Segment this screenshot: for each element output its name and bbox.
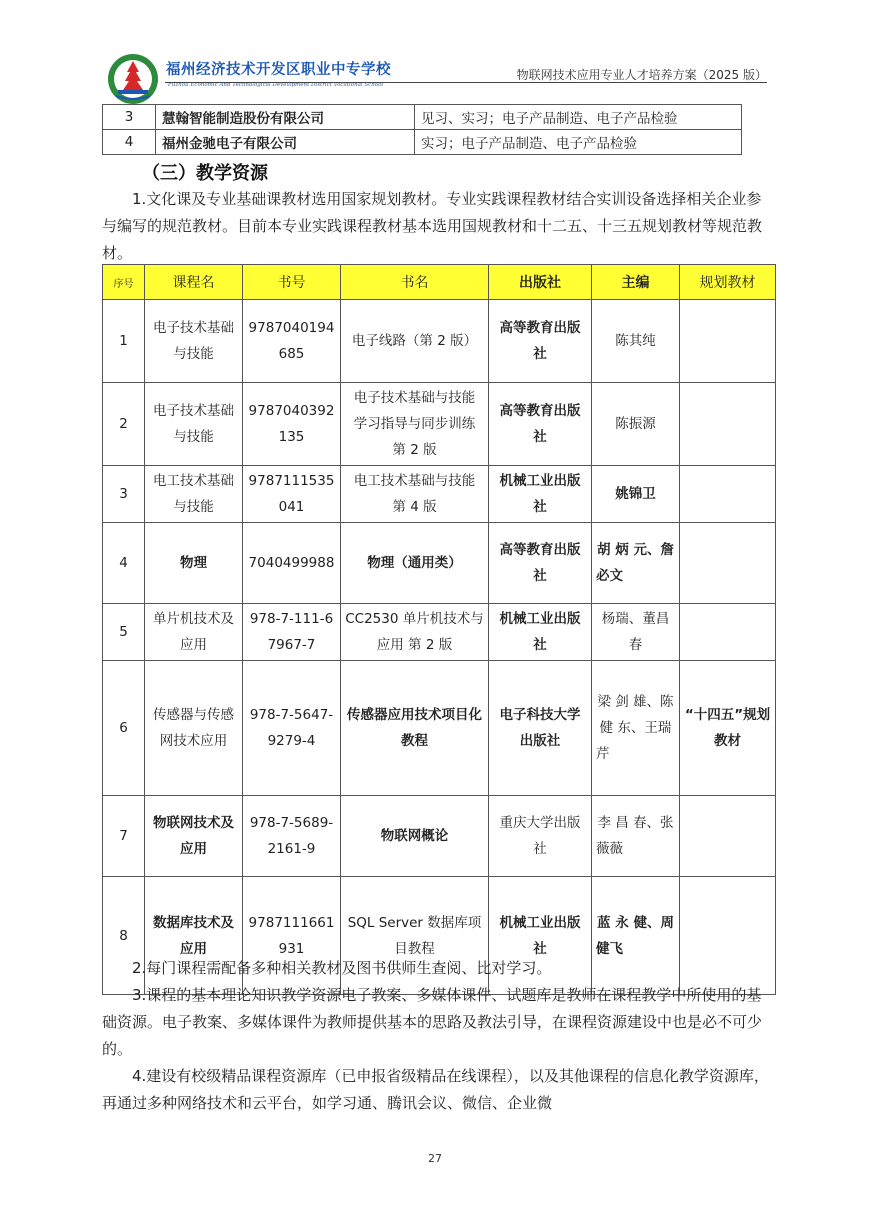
cell-publisher: 高等教育出版社 — [489, 523, 592, 604]
column-header: 出版社 — [489, 265, 592, 300]
cell-isbn: 9787040194685 — [243, 300, 341, 383]
header-divider — [165, 82, 767, 83]
cell-isbn: 9787111661931 — [243, 877, 341, 995]
table-row — [103, 604, 776, 661]
cell-isbn: 978-7-111-67967-7 — [243, 604, 341, 661]
table-row — [103, 661, 776, 796]
cell-number: 4 — [103, 523, 145, 604]
enterprise-table — [102, 104, 742, 155]
cell-title: 电工技术基础与技能 第 4 版 — [341, 466, 489, 523]
cell-number: 1 — [103, 300, 145, 383]
cell-title: CC2530 单片机技术与应用 第 2 版 — [341, 604, 489, 661]
cell-publisher: 机械工业出版社 — [489, 604, 592, 661]
cell-editor: 胡 炳 元、詹必文 — [592, 523, 680, 604]
cell-number: 2 — [103, 383, 145, 466]
cell-editor: 李 昌 春、张薇薇 — [592, 796, 680, 877]
cell-course: 电工技术基础与技能 — [145, 466, 243, 523]
column-header: 规划教材 — [680, 265, 776, 300]
table-row — [103, 523, 776, 604]
cell-plan: “十四五”规划教材 — [680, 661, 776, 796]
cell-title: 电子线路（第 2 版） — [341, 300, 489, 383]
cell-number: 5 — [103, 604, 145, 661]
paragraph-4: 4.建设有校级精品课程资源库（已申报省级精品在线课程），以及其他课程的信息化教学资源库，再通过多种网络技术和云平台，如学习通、腾讯会议、微信、企业微 — [102, 1067, 769, 1112]
cell-plan — [680, 796, 776, 877]
cell-publisher: 机械工业出版社 — [489, 877, 592, 995]
cell-plan — [680, 604, 776, 661]
table-header-row — [103, 265, 776, 300]
cell-number: 3 — [103, 466, 145, 523]
page-number: 27 — [428, 1152, 442, 1165]
table-row — [103, 105, 742, 130]
page-header — [0, 0, 870, 100]
column-header: 序号 — [103, 265, 145, 300]
cooperation-content: 实习；电子产品制造、电子产品检验 — [415, 130, 742, 155]
cell-publisher: 高等教育出版社 — [489, 300, 592, 383]
cell-number: 7 — [103, 796, 145, 877]
cell-isbn: 978-7-5689-2161-9 — [243, 796, 341, 877]
company-name: 慧翰智能制造股份有限公司 — [156, 105, 415, 130]
cell-title: 传感器应用技术项目化教程 — [341, 661, 489, 796]
school-name-cn: 福州经济技术开发区职业中专学校 — [166, 62, 391, 78]
table-row — [103, 130, 742, 155]
table-row — [103, 796, 776, 877]
cell-publisher: 电子科技大学出版社 — [489, 661, 592, 796]
cell-title: 物理（通用类） — [341, 523, 489, 604]
cell-editor: 蓝 永 健、周健飞 — [592, 877, 680, 995]
cell-plan — [680, 300, 776, 383]
column-header: 课程名 — [145, 265, 243, 300]
cell-editor: 陈振源 — [592, 383, 680, 466]
paragraph-3: 3.课程的基本理论知识教学资源电子教案、多媒体课件、试题库是教师在课程教学中所使用的基础资源。电子教案、多媒体课件为教师提供基本的思路及教法引导，在课程资源建设中也是必不可少的。 — [102, 986, 763, 1058]
cell-title: 物联网概论 — [341, 796, 489, 877]
column-header: 书名 — [341, 265, 489, 300]
row-number: 4 — [103, 130, 156, 155]
cell-course: 数据库技术及应用 — [145, 877, 243, 995]
cell-editor: 陈其纯 — [592, 300, 680, 383]
table-row — [103, 383, 776, 466]
document-title: 物联网技术应用专业人才培养方案（2025 版） — [516, 68, 767, 82]
cell-publisher: 机械工业出版社 — [489, 466, 592, 523]
cell-publisher: 重庆大学出版社 — [489, 796, 592, 877]
cell-number: 6 — [103, 661, 145, 796]
cell-course: 单片机技术及应用 — [145, 604, 243, 661]
cell-plan — [680, 466, 776, 523]
cell-isbn: 9787111535041 — [243, 466, 341, 523]
cell-course: 物联网技术及应用 — [145, 796, 243, 877]
cell-course: 物理 — [145, 523, 243, 604]
school-name-en: Fuzhou Economic And Technological Development District Vocational School — [168, 82, 384, 88]
column-header: 书号 — [243, 265, 341, 300]
paragraph-1: 1.文化课及专业基础课教材选用国家规划教材。专业实践课程教材结合实训设备选择相关企业参与编写的规范教材。目前本专业实践课程教材基本选用国规教材和十二五、十三五规划教材等规范教材。 — [102, 190, 763, 262]
table-row — [103, 300, 776, 383]
cell-editor: 杨瑞、董昌春 — [592, 604, 680, 661]
cell-plan — [680, 523, 776, 604]
cell-isbn: 9787040392135 — [243, 383, 341, 466]
column-header: 主编 — [592, 265, 680, 300]
section-title: （三）教学资源 — [142, 163, 268, 184]
cell-number: 8 — [103, 877, 145, 995]
cell-course: 传感器与传感网技术应用 — [145, 661, 243, 796]
cell-publisher: 高等教育出版社 — [489, 383, 592, 466]
cell-course: 电子技术基础与技能 — [145, 383, 243, 466]
cell-editor: 姚锦卫 — [592, 466, 680, 523]
textbook-table — [102, 264, 776, 995]
school-emblem-icon — [106, 52, 160, 106]
paragraph-2: 2.每门课程需配备多种相关教材及图书供师生查阅、比对学习。 — [132, 959, 552, 977]
cell-isbn: 978-7-5647-9279-4 — [243, 661, 341, 796]
row-number: 3 — [103, 105, 156, 130]
cell-editor: 梁 剑 雄、陈 健 东、王瑞芹 — [592, 661, 680, 796]
cell-plan — [680, 383, 776, 466]
cell-title: 电子技术基础与技能 学习指导与同步训练 第 2 版 — [341, 383, 489, 466]
table-row — [103, 466, 776, 523]
cell-course: 电子技术基础与技能 — [145, 300, 243, 383]
company-name: 福州金驰电子有限公司 — [156, 130, 415, 155]
cell-title: SQL Server 数据库项目教程 — [341, 877, 489, 995]
cell-isbn: 7040499988 — [243, 523, 341, 604]
cooperation-content: 见习、实习；电子产品制造、电子产品检验 — [415, 105, 742, 130]
